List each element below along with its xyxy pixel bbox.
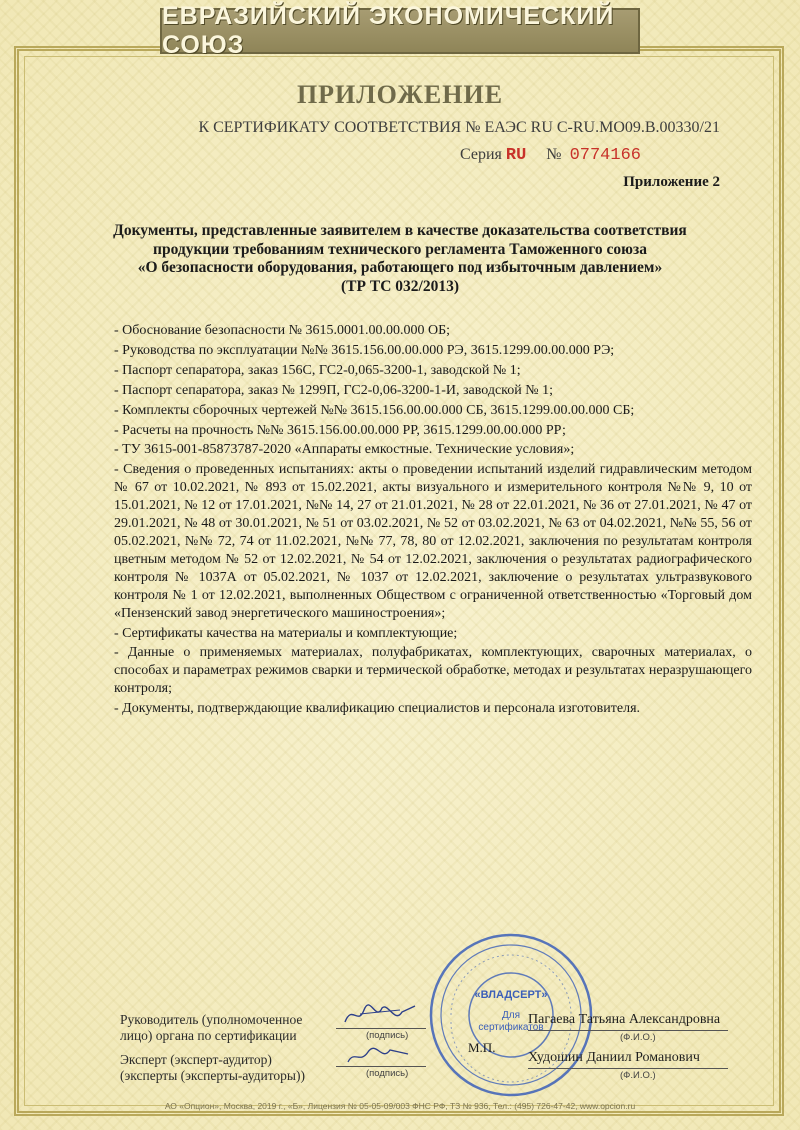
series-label: Серия [460,146,502,163]
expert-fio-caption: (Ф.И.О.) [620,1070,656,1081]
title-line-1: Документы, представленные заявителем в качестве доказательства соответствия [113,222,687,239]
number-label: № [546,146,562,163]
expert-name: Худошин Даниил Романович [528,1050,700,1065]
list-item: - Обоснование безопасности № 3615.0001.00.00.000 ОБ; [114,323,451,338]
title-line-3: «О безопасности оборудования, работающего под избыточным давлением» [137,259,663,276]
printer-footer: АО «Опцион», Москва, 2019 г., «Б», Лицензия № 05-05-09/003 ФНС РФ, ТЗ № 936, Тел.: (495) 726-47-42, www.opcion.ru [164,1101,636,1111]
list-item: - Сертификаты качества на материалы и комплектующие; [114,625,458,641]
certificate-reference: К СЕРТИФИКАТУ СООТВЕТСТВИЯ № ЕАЭС RU C-RU.МО09.В.00330/21 [198,119,720,136]
expert-label-line-1: Эксперт (эксперт-аудитор) [120,1052,272,1067]
document-title [90,222,710,296]
head-label-line-1: Руководитель (уполномоченное [120,1012,303,1027]
title-line-2: продукции требованиям технического регламента Таможенного союза [153,240,647,258]
appendix-title: ПРИЛОЖЕНИЕ [296,80,504,109]
list-item: - Документы, подтверждающие квалификацию специалистов и персонала изготовителя. [114,701,641,717]
head-signature-label [120,1012,302,1044]
head-label-line-2: лицо) органа по сертификации [120,1028,297,1043]
head-fio-caption: (Ф.И.О.) [620,1032,656,1043]
title-line-4: (ТР ТС 032/2013) [341,277,459,295]
list-item: - Руководства по эксплуатации №№ 3615.156.00.00.000 РЭ, 3615.1299.00.00.000 РЭ; [114,342,615,358]
list-item: - Паспорт сепаратора, заказ № 1299П, ГС2-0,06-3200-1-И, заводской № 1; [114,382,554,398]
expert-name-line [528,1068,728,1069]
expert-label-line-2: (эксперты (эксперты-аудиторы)) [120,1068,305,1083]
documents-list [114,322,752,720]
list-item: - Паспорт сепаратора, заказ 156С, ГС2-0,065-3200-1, заводской № 1; [114,362,521,378]
head-signature-caption: (подпись) [366,1030,409,1041]
head-name-line [528,1030,728,1031]
list-item: - Данные о применяемых материалах, полуфабрикатах, комплектующих, сварочных материалах, о способах и параметрах режимов сварки и термической обработке, методах и результатах неразрушающего контроля; [114,645,752,697]
list-item: - Сведения о проведенных испытаниях: акты о проведении испытаний изделий гидравлическим методом № 67 от 10.02.2021, № 893 от 15.02.2021, акты визуального и измерительного контроля №№ 9, 10 от 15.01.2021, № 12 от 17.01.2021, №№ 14, 27 от 21.01.2021, № 28 от 22.01.2021, № 36 от 27.01.2021, № 47 от 29.01.2021, № 48 от 30.01.2021, № 51 от 03.02.2021, № 52 от 03.02.2021, № 63 от 04.02.2021, №№ 55, 56 от 05.02.2021, №№ 72, 74 от 11.02.2021, №№ 77, 78, 80 от 12.02.2021, заключения по результатам контроля цветным методом № 52 от 12.02.2021, № 54 от 12.02.2021, заключения о результатах радиографического контроля № 1037А от 05.02.2021, № 1037 от 12.02.2021, заключение о результатах ультразвукового контроля № 1 от 12.02.2021, выполненных Обществом с ограниченной ответственностью «Торговый дом «Пензенский завод энергетического машиностроения»; [114,462,752,621]
union-banner-text: ЕВРАЗИЙСКИЙ ЭКОНОМИЧЕСКИЙ СОЮЗ [162,2,615,59]
appendix-number: Приложение 2 [623,174,720,190]
expert-signature-label [120,1052,305,1084]
expert-signature-caption: (подпись) [366,1068,409,1079]
stamp-center-2: сертификатов [478,1022,544,1033]
union-banner [160,2,640,59]
stamp-place-label: М.П. [468,1040,496,1055]
list-item: - Расчеты на прочность №№ 3615.156.00.00.000 РР, 3615.1299.00.00.000 РР; [114,422,566,438]
list-item: - Комплекты сборочных чертежей №№ 3615.156.00.00.000 СБ, 3615.1299.00.00.000 СБ; [114,402,635,418]
series-value: RU [505,146,527,165]
expert-handwritten-signature [344,1044,414,1068]
head-name: Пагаева Татьяна Александровна [528,1012,721,1027]
stamp-center-1: Для [501,1010,521,1021]
number-value: 0774166 [569,146,641,165]
list-item: - ТУ 3615-001-85873787-2020 «Аппараты емкостные. Технические условия»; [114,442,575,458]
stamp-org: «ВЛАДСЕРТ» [474,989,548,1001]
head-handwritten-signature [340,1000,420,1030]
series-line [460,146,641,165]
